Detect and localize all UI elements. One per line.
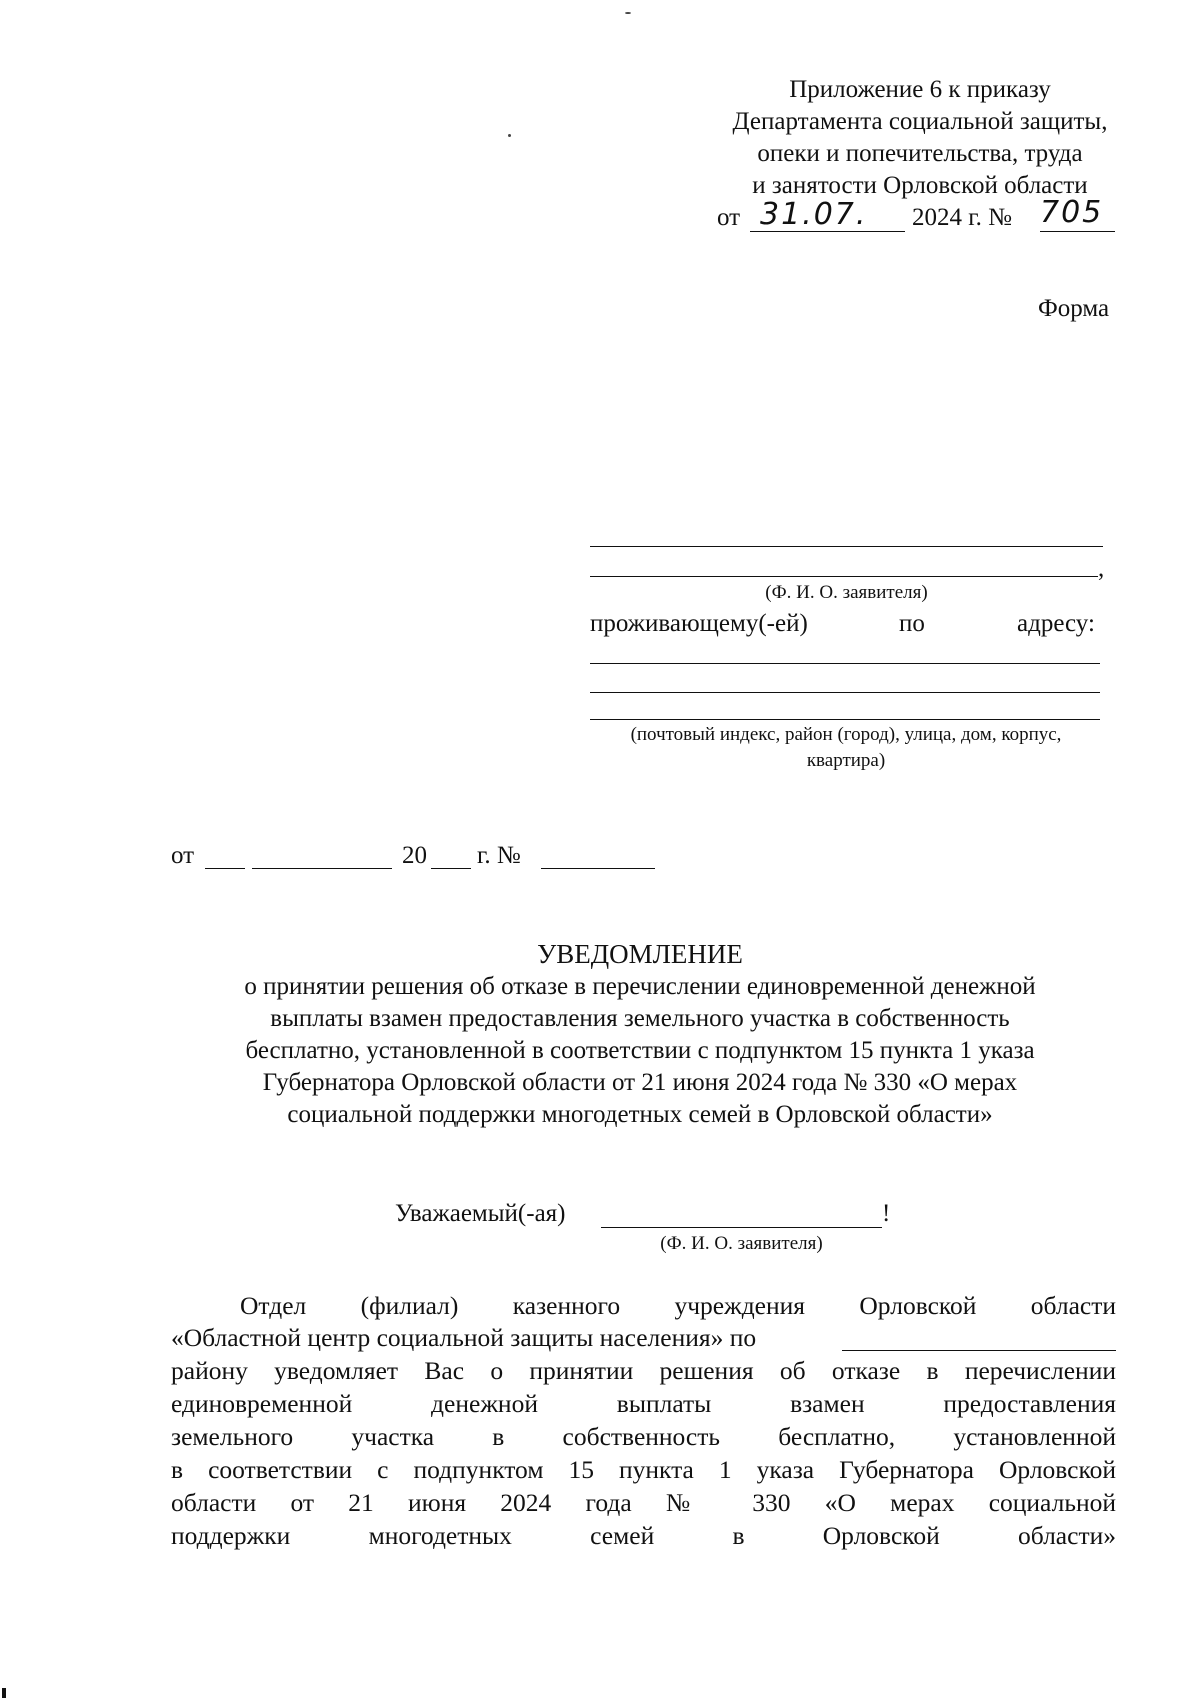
address-word-2: по	[899, 610, 925, 637]
body-line-4: единовременной денежной выплаты взамен предоставления	[171, 1389, 1116, 1418]
fio-line-2	[590, 576, 1098, 577]
reg-from: от	[171, 842, 195, 869]
address-caption-2: квартира)	[806, 750, 886, 771]
scan-speck	[508, 134, 511, 137]
appendix-line-4: и занятости Орловской области	[752, 172, 1088, 199]
address-line-3	[590, 719, 1100, 720]
form-label: Форма	[1038, 295, 1110, 322]
body-line-3: району уведомляет Вас о принятии решения об отказе в перечислении	[171, 1356, 1116, 1385]
notice-line-4: Губернатора Орловской области от 21 июня 2024 года № 330 «О мерах	[262, 1069, 1018, 1096]
salutation-name-line	[601, 1227, 882, 1228]
appendix-year-text: 2024 г. №	[912, 204, 1013, 231]
reg-day-line	[205, 868, 245, 869]
appendix-date-handwritten: 31.07.	[760, 197, 868, 232]
reg-month-line	[252, 868, 392, 869]
appendix-line-2: Департамента социальной защиты,	[732, 108, 1108, 135]
reg-year-line	[431, 868, 471, 869]
body-line-6: в соответствии с подпунктом 15 пункта 1 указа Губернатора Орловской	[171, 1455, 1116, 1484]
salutation-text: Уважаемый(-ая)	[395, 1200, 566, 1227]
body-line-1: Отдел (филиал) казенного учреждения Орловской области	[240, 1291, 1116, 1320]
appendix-number-underline	[1040, 231, 1115, 232]
appendix-number-handwritten: 705	[1040, 195, 1104, 230]
address-line-2	[590, 692, 1100, 693]
notice-line-2: выплаты взамен предоставления земельного участка в собственность	[270, 1005, 1010, 1032]
body-line-8: поддержки многодетных семей в Орловской области»	[171, 1521, 1116, 1550]
scan-speck	[2, 1688, 6, 1698]
scan-speck	[625, 12, 631, 14]
notice-line-1: о принятии решения об отказе в перечислении единовременной денежной	[244, 973, 1036, 1000]
notice-title: УВЕДОМЛЕНИЕ	[537, 939, 743, 969]
fio-caption: (Ф. И. О. заявителя)	[765, 582, 928, 603]
address-caption-1: (почтовый индекс, район (город), улица, дом, корпус,	[630, 724, 1062, 745]
fio-comma: ,	[1098, 555, 1105, 582]
reg-number-line	[541, 868, 655, 869]
salutation-caption: (Ф. И. О. заявителя)	[660, 1233, 823, 1254]
body-line-2: «Областной центр социальной защиты населения» по	[171, 1323, 757, 1352]
body-line-5: земельного участка в собственность бесплатно, установленной	[171, 1422, 1116, 1451]
address-word-1: проживающему(-ей)	[590, 610, 808, 637]
reg-year-prefix: 20	[402, 842, 427, 869]
salutation-end: !	[882, 1200, 891, 1227]
address-word-3: адресу:	[1017, 610, 1095, 637]
body-line-7: области от 21 июня 2024 года № 330 «О мерах социальной	[171, 1488, 1116, 1517]
address-line-1	[590, 663, 1100, 664]
appendix-line-1: Приложение 6 к приказу	[789, 76, 1051, 103]
notice-line-5: социальной поддержки многодетных семей в Орловской области»	[287, 1101, 993, 1128]
appendix-line-3: опеки и попечительства, труда	[757, 140, 1083, 167]
reg-suffix: г. №	[477, 842, 521, 869]
appendix-date-prefix: от	[717, 204, 741, 231]
notice-line-3: бесплатно, установленной в соответствии с подпунктом 15 пункта 1 указа	[245, 1037, 1035, 1064]
body-district-line	[842, 1350, 1116, 1351]
fio-line-1	[590, 546, 1103, 547]
